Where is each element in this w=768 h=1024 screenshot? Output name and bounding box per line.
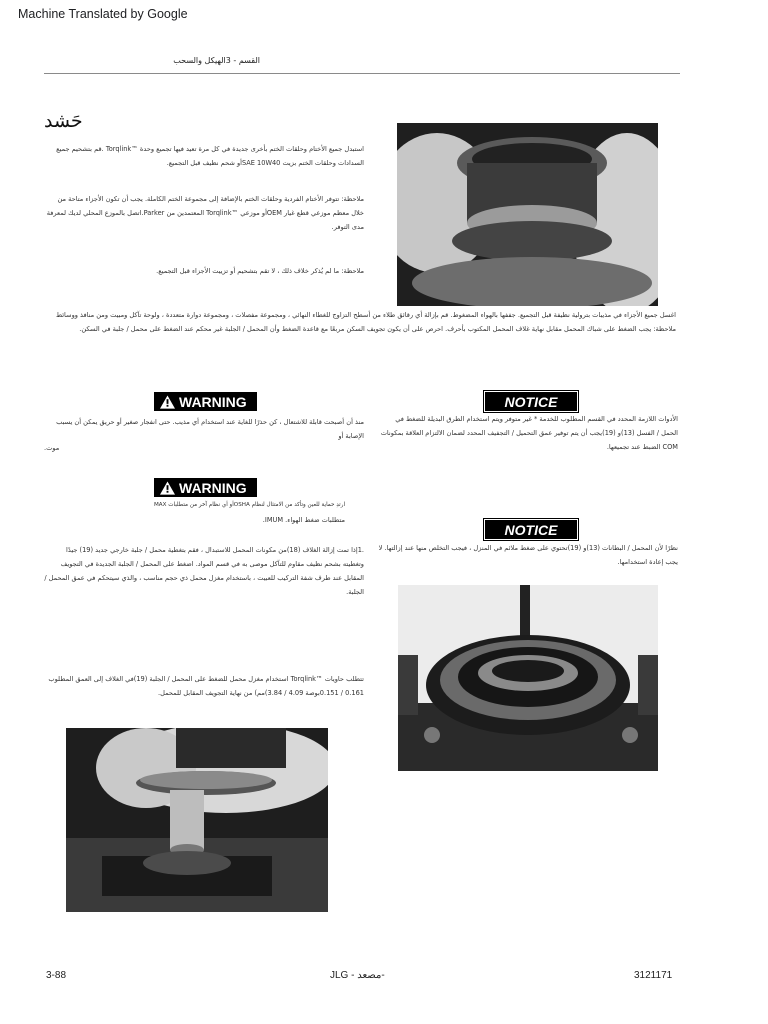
warning-label: WARNING	[179, 393, 247, 410]
warning-label: WARNING	[179, 479, 247, 496]
paragraph-bearing-depth: تتطلب حاويات ™Torqlink استخدام مغزل محمل للضغط على المحمل / الجلبة (19)في الغلاف إلى العمق المطلوب 0.161 / 0.151بوصة 4.09 / 3.84)مم) من نهاية التجويف المقابل للمحمل.	[48, 675, 364, 697]
warning-triangle-icon	[160, 481, 175, 495]
photo-hands-holding-housing	[397, 123, 658, 306]
notice-badge: NOTICE	[485, 392, 577, 411]
footer-manufacturer: JLG - مصعد-	[330, 970, 385, 981]
header-divider	[44, 73, 680, 74]
paragraph-bearing-step-1: .1إذا تمت إزالة الغلاف (18)من مكونات المحمل للاستبدال ، فقم بتغطية محمل / جلبة خارجي جديد (19) جيدًا وتغطيته بشحم نظيف مقاوم للتآكل موصى به في قسم المواد. اضغط على المحمل / الجلبة الجديدة في التجويف المقابل عند طرف شفة التركيب للعبيت ، باستخدام مغزل محمل ذي حجم مناسب ، والذي سيتحكم في عمق المحمل / الجلبة.	[44, 546, 364, 596]
notice-text-alternate-methods: الأدوات اللازمة المحدد في القسم المطلوب للخدمة * غير متوفر ويتم استخدام الطرق البديلة للضغط في الحمل / الفسل (13)و (19)يجب أن يتم توفير عمق التحميل / التجفيف المحدد لضمان الالتزام العلاقة بمكونات COM الضبط عند تجميعها.	[380, 415, 678, 451]
section-header: القسم - 3الهيكل والسحب	[173, 56, 260, 65]
machine-translated-banner: Machine Translated by Google	[18, 7, 188, 21]
warning-badge	[154, 478, 257, 497]
photo-housing-bearing-bore	[398, 585, 658, 771]
warning-text-eye-protection: ارتدِ حماية للعين وتأكد من الامتثال لنظام OSHAأو أي نظام آخر من متطلبات MAX	[153, 502, 345, 508]
warning-triangle-icon	[160, 395, 175, 409]
paragraph-wash-parts: اغسل جميع الأجزاء في مذيبات بترولية نظيفة قبل التجميع. جففها بالهواء المضغوط. قم بإزالة أي رقائق طلاء من أسطح التزاوج للغطاء النهائي ، ومجموعة مفصلات ، ومجموعة دوارة متعددة ، ولوحة تآكل ومبيت ومن منافذ ووسائط ملاحظة: يجب الضغط على شباك المحمل مقابل نهاية غلاف المحمل المكتوب بأحرف. احرص على أن يكون تجويف السكن مربعًا مع قاعدة الضغط وأن المحمل / الجلبة غير محكم عند الضغط على محمل / جلبة في السكن.	[55, 311, 676, 333]
page-title: حَشد	[44, 110, 83, 132]
warning-text-tail: موت.	[44, 444, 60, 452]
warning-text-flammable: منذ أن أصبحت قابلة للاشتعال ، كن حذرًا للغاية عند استخدام أي مذيب. حتى انفجار صغير أو حريق يمكن أن يسبب الإصابة أو	[56, 418, 364, 440]
paragraph-seals: استبدل جميع الأختام وحلقات الختم بأخرى جديدة في كل مرة تعيد فيها تجميع وحدة ™Torqlink .قم بتشحيم جميع السدادات وحلقات الختم بزيت SAE 10W40أو شحم نظيف قبل التجميع.	[56, 145, 364, 167]
paragraph-note-lubricate: ملاحظة: ما لم يُذكر خلاف ذلك ، لا تقم بتشحيم أو تزييت الأجزاء قبل التجميع.	[156, 267, 364, 275]
notice-badge: NOTICE	[485, 520, 577, 539]
footer-document-number: 3121171	[634, 970, 673, 981]
warning-text-air-pressure: متطلبات ضغط الهواء. IMUM.	[262, 516, 345, 524]
photo-bearing-mandrel-press	[66, 728, 328, 912]
notice-text-discard-bearings: نظرًا لأن المحمل / البطانات (13)و (19)تحتوي على ضغط ملائم في المنزل ، فيجب التخلص منها عند إزالتها. لا يجب إعادة استخدامها.	[378, 544, 678, 566]
warning-badge	[154, 392, 257, 411]
paragraph-note-parts: ملاحظة: تتوفر الأختام الفردية وحلقات الختم بالإضافة إلى مجموعة الختم الكاملة. يجب أن تكون الأجزاء متاحة من خلال معظم موزعي قطع غيار OEMأو موزعي ™Torqlink المعتمدين من Parker.اتصل بالموزع المحلي لديك لمعرفة مدى التوفر.	[46, 195, 364, 231]
footer-page-number: 3-88	[46, 970, 67, 981]
